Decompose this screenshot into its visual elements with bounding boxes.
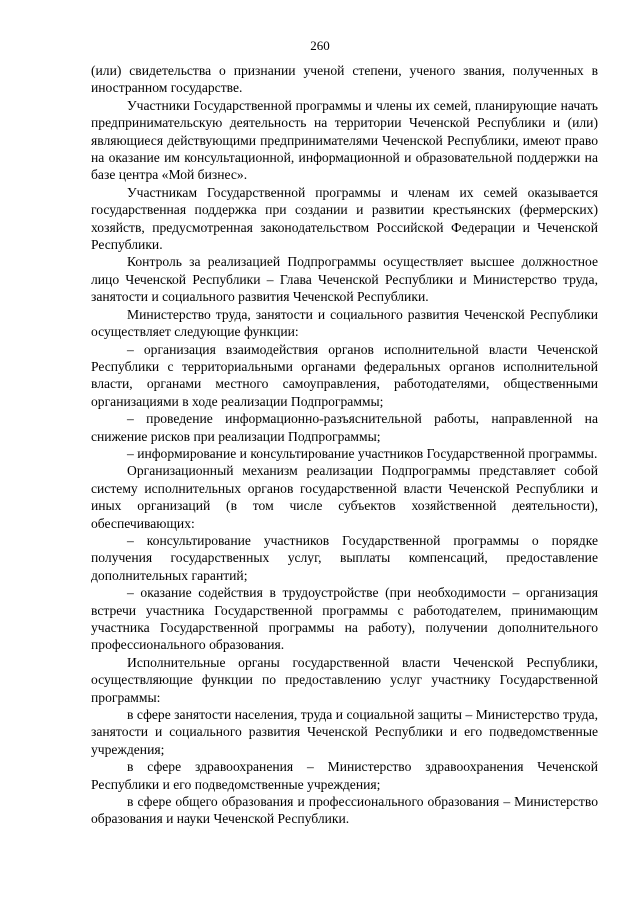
paragraph: в сфере занятости населения, труда и социальной защиты – Министерство труда, занятости и социального развития Чеченской Республики и его подведомственные учреждения; (91, 707, 598, 757)
paragraph: в сфере общего образования и профессионального образования – Министерство образования и науки Чеченской Республики. (91, 794, 598, 827)
paragraph: (или) свидетельства о признании ученой степени, ученого звания, полученных в иностранном государстве. (91, 63, 598, 96)
paragraph: Исполнительные органы государственной власти Чеченской Республики, осуществляющие функции по предоставлению услуг участнику Государственной программы: (91, 654, 598, 705)
paragraph: – организация взаимодействия органов исполнительной власти Чеченской Республики с территориальными органами федеральных органов исполнительной власти, органами местного самоуправления, работодателями, общественными организациями в ходе реализации Подпрограммы; (91, 341, 598, 409)
paragraph: – оказание содействия в трудоустройстве (при необходимости – организация встречи участника Государственной программы с работодателем, принимающим участника Государственной программы на работу), получении дополнительного профессионального образования. (91, 585, 598, 653)
page-number: 260 (310, 38, 330, 53)
paragraph: Организационный механизм реализации Подпрограммы представляет собой систему исполнительных органов государственной власти Чеченской Республики и иных организаций (в том числе субъектов хозяйственной деятельности), обеспечивающих: (91, 463, 598, 531)
paragraph: – информирование и консультирование участников Государственной программы. (127, 445, 598, 461)
document-body (91, 62, 598, 828)
paragraph: в сфере здравоохранения – Министерство здравоохранения Чеченской Республики и его подведомственные учреждения; (91, 759, 598, 792)
paragraph: Контроль за реализацией Подпрограммы осуществляет высшее должностное лицо Чеченской Республики – Глава Чеченской Республики и Министерство труда, занятости и социального развития Чеченской Республики. (91, 254, 598, 305)
paragraph: – консультирование участников Государственной программы о порядке получения государственных услуг, выплаты компенсаций, предоставление дополнительных гарантий; (91, 532, 598, 583)
paragraph: Министерство труда, занятости и социального развития Чеченской Республики осуществляет следующие функции: (91, 306, 598, 340)
paragraph: Участники Государственной программы и члены их семей, планирующие начать предпринимательскую деятельность на территории Чеченской Республики и (или) являющиеся действующими предпринимателями Чеченской Республики, имеют право на оказание им консультационной, информационной и образовательной поддержки на базе центра «Мой бизнес». (91, 97, 598, 183)
paragraph: Участникам Государственной программы и членам их семей оказывается государственная поддержка при создании и развитии крестьянских (фермерских) хозяйств, предусмотренная законодательством Российской Федерации и Чеченской Республики. (91, 184, 598, 253)
paragraph: – проведение информационно-разъяснительной работы, направленной на снижение рисков при реализации Подпрограммы; (91, 411, 598, 444)
